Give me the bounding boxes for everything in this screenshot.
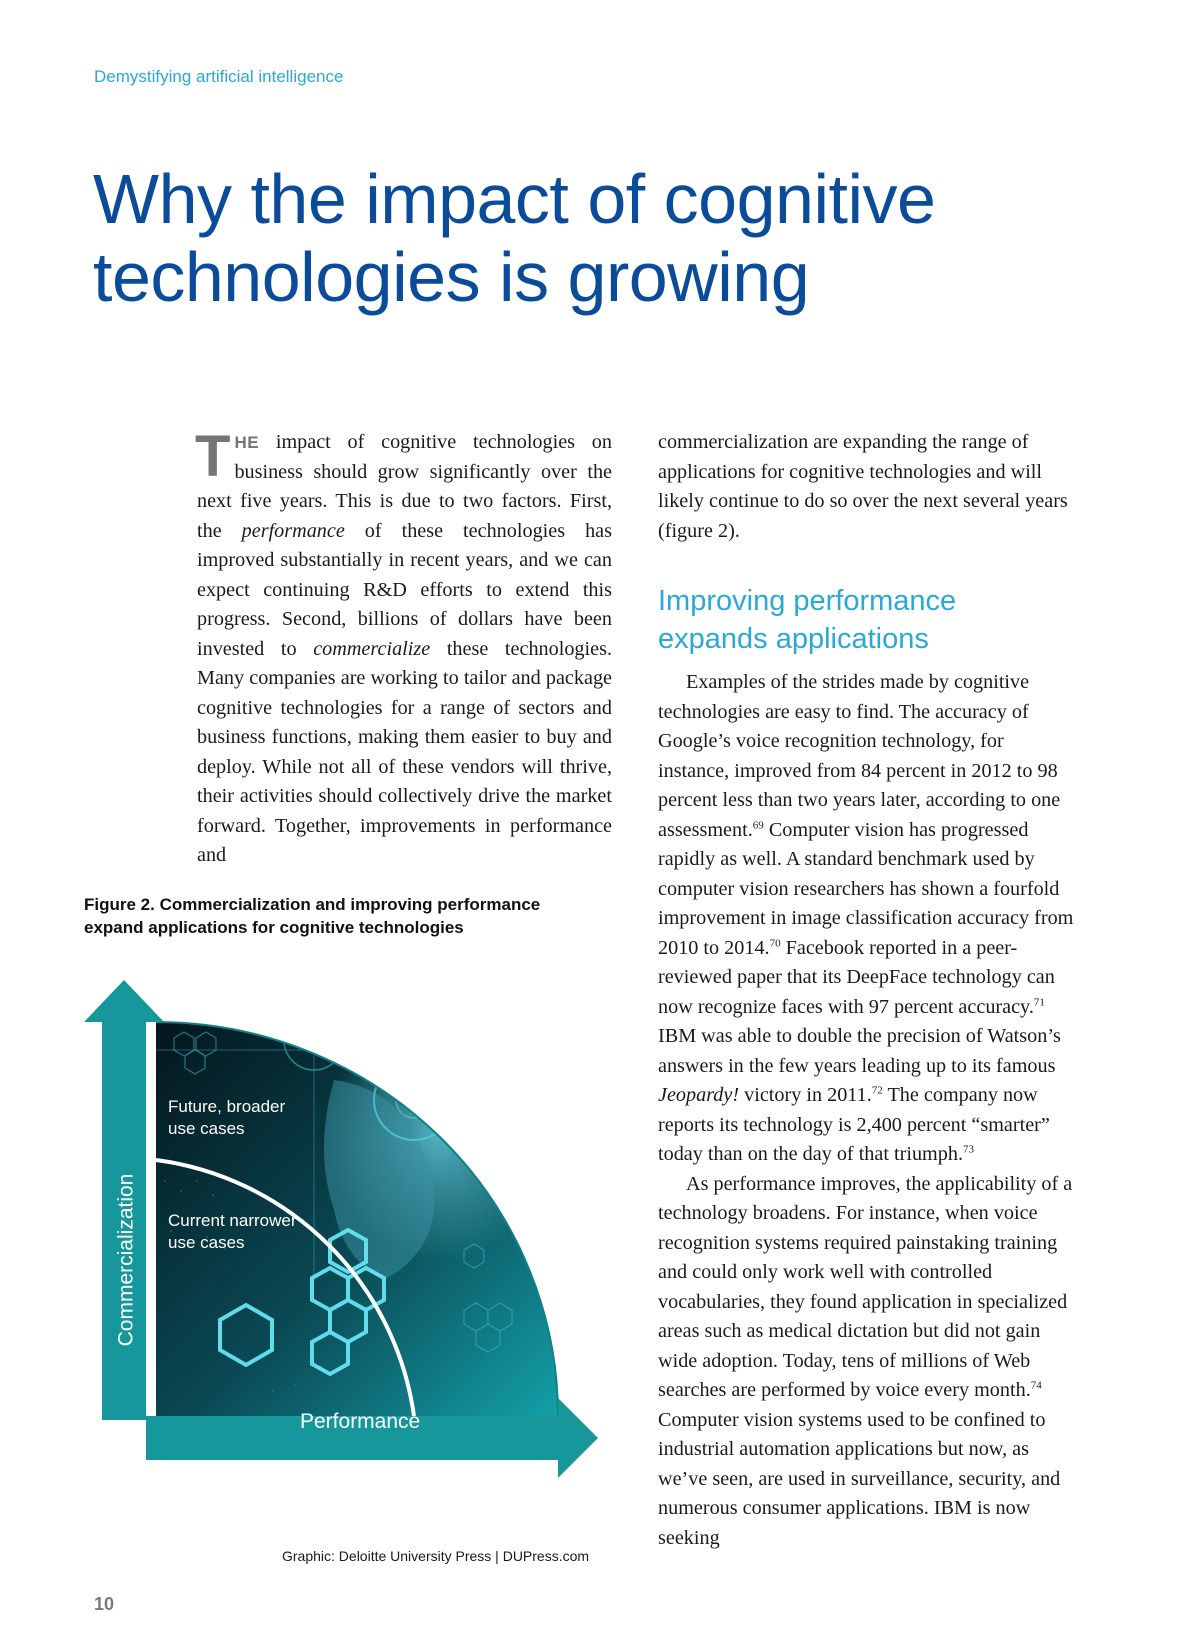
graphic-credit: Graphic: Deloitte University Press | DUPress.com — [282, 1548, 590, 1564]
intro-emphasis-performance: performance — [241, 519, 345, 542]
p2-text-a: Examples of the strides made by cognitive technologies are easy to find. The accuracy of Google’s voice recognition technology, for instance, improved from 84 percent in 2012 to 98 percent less than two years later, according to one assessment. — [658, 671, 1061, 841]
footnote-ref[interactable]: 74 — [1030, 1379, 1042, 1392]
figure-caption-line-2: expand applications for cognitive technologies — [84, 918, 464, 937]
intro-small-caps: HE — [234, 433, 260, 452]
footnote-ref[interactable]: 70 — [769, 936, 781, 949]
page-title-line-1: Why the impact of cognitive — [93, 160, 936, 238]
intro-text-a: impact of cognitive technologies on business should grow significantly over the next five years. This is due to two factors. First, the — [197, 431, 612, 542]
page-title-line-2: technologies is growing — [93, 238, 810, 316]
outer-use-case-label: Future, broader use cases — [168, 1097, 286, 1138]
p2-text-f: The company now reports its technology is 2,400 percent “smarter” today than on the day of that triumph. — [658, 1084, 1050, 1165]
section-heading — [658, 582, 1078, 658]
intro-text-b: of these technologies has improved substantially in recent years, and we can expect continuing R&D efforts to extend this progress. Second, billions of dollars have been invested to — [197, 519, 612, 660]
p2-text-c: Facebook reported in a peer-reviewed paper that its DeepFace technology can now recognize faces with 97 percent accuracy. — [658, 936, 1055, 1018]
p2-text-e: victory in 2011. — [739, 1084, 872, 1106]
p2-text-b: Computer vision has progressed rapidly as well. A standard benchmark used by computer vision researchers has shown a fourfold improvement in image classification accuracy from 2010 to 2014. — [658, 818, 1074, 959]
intro-text-c: these technologies. Many companies are working to tailor and package cognitive technologies for a range of sectors and business functions, making them easier to buy and deploy. While not all of these vendors will thrive, their activities should collectively drive the market forward. Together, improvements in performance and — [197, 637, 612, 866]
figure-caption-line-1: Figure 2. Commercialization and improving performance — [84, 895, 541, 914]
y-axis-label: Commercialization — [114, 1173, 137, 1347]
footnote-ref[interactable]: 73 — [963, 1143, 974, 1156]
page-number: 10 — [94, 1594, 115, 1614]
p2-text-d: IBM was able to double the precision of Watson’s answers in the few years leading up to its famous — [658, 1025, 1061, 1077]
right-paragraph-2 — [658, 668, 1078, 1170]
p3-text-a: As performance improves, the applicability of a technology broadens. For instance, when voice recognition systems required painstaking training and could only work well with controlled vocabularies, they found application in specialized areas such as medical dictation but did not gain wide adoption. Today, tens of millions of Web searches are performed by voice every month. — [658, 1172, 1073, 1401]
intro-emphasis-commercialize: commercialize — [313, 637, 431, 660]
figure-2-diagram — [84, 980, 614, 1520]
right-paragraph-1: commercialization are expanding the range of applications for cognitive technologies and will likely continue to do so over the next several years (figure 2). — [658, 431, 1068, 542]
x-axis-label: Performance — [300, 1410, 421, 1433]
right-column — [658, 428, 1078, 1553]
p2-emphasis-jeopardy: Jeopardy! — [658, 1084, 740, 1106]
left-column — [195, 424, 612, 871]
footnote-ref[interactable]: 72 — [871, 1084, 883, 1097]
section-heading-line-2: expands applications — [658, 623, 929, 655]
intro-paragraph — [195, 424, 612, 871]
page-title — [93, 160, 1093, 316]
running-head: Demystifying artificial intelligence — [94, 67, 344, 86]
cognitive-background-image — [156, 990, 558, 1416]
figure-2-graphic — [84, 980, 614, 1520]
figure-caption — [84, 893, 604, 939]
drop-cap: T — [195, 424, 231, 489]
footnote-ref[interactable]: 69 — [752, 818, 764, 831]
p3-text-b: Computer vision systems used to be confined to industrial automation applications but now, as we’ve seen, are used in surveillance, security, and numerous consumer applications. IBM is now seeking — [658, 1408, 1061, 1549]
inner-use-case-label: Current narrower use cases — [168, 1211, 297, 1252]
right-paragraph-3 — [658, 1170, 1078, 1554]
section-heading-line-1: Improving performance — [658, 585, 957, 617]
footnote-ref[interactable]: 71 — [1033, 995, 1045, 1008]
